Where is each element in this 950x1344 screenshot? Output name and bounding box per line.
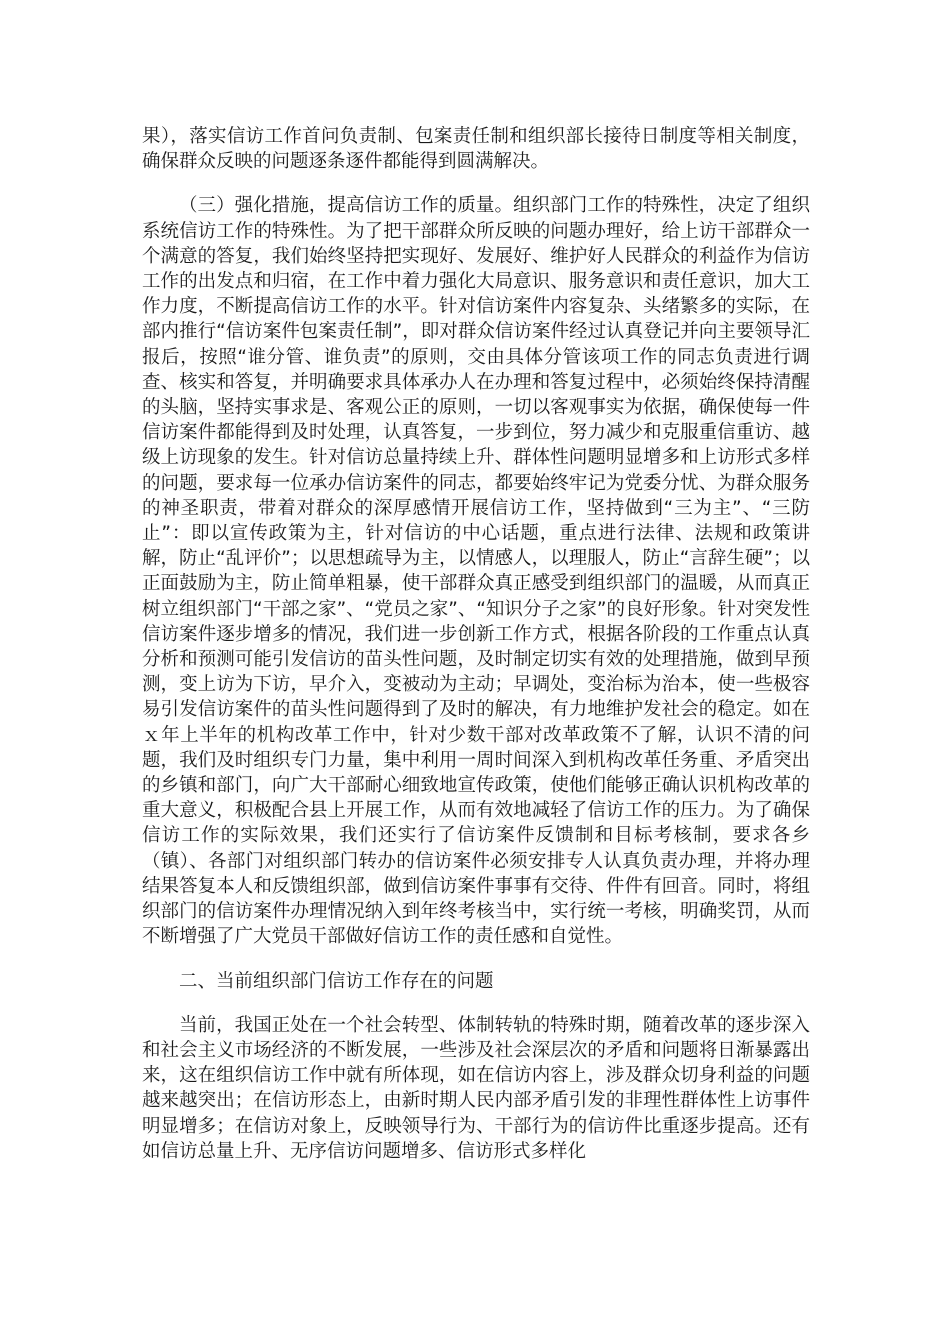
document-page [142, 124, 810, 1164]
section-heading-two: 二、当前组织部门信访工作存在的问题 [179, 970, 494, 992]
paragraph-continuation: 果），落实信访工作首问负责制、包案责任制和组织部长接待日制度等相关制度，确保群众反映的问题逐条逐件都能得到圆满解决。 [142, 126, 810, 173]
paragraph-current-situation: 当前，我国正处在一个社会转型、体制转轨的特殊时期，随着改革的逐步深入和社会主义市场经济的不断发展，一些涉及社会深层次的矛盾和问题将日渐暴露出来，这在组织信访工作中就有所体现，如在信访内容上，涉及群众切身利益的问题越来越突出；在信访形态上，由新时期人民内部矛盾引发的非理性群体性上访事件明显增多；在信访对象上，反映领导行为、干部行为的信访件比重逐步提高。还有如信访总量上升、无序信访问题增多、信访形式多样化 [142, 1014, 810, 1162]
paragraph-section-three: （三）强化措施，提高信访工作的质量。组织部门工作的特殊性，决定了组织系统信访工作的特殊性。为了把干部群众所反映的问题办理好，给上访干部群众一个满意的答复，我们始终坚持把实现好、发展好、维护好人民群众的利益作为信访工作的出发点和归宿，在工作中着力强化大局意识、服务意识和责任意识，加大工作力度，不断提高信访工作的水平。针对信访案件内容复杂、头绪繁多的实际，在部内推行“信访案件包案责任制”，即对群众信访案件经过认真登记并向主要领导汇报后，按照“谁分管、谁负责”的原则，交由具体分管该项工作的同志负责进行调查、核实和答复，并明确要求具体承办人在办理和答复过程中，必须始终保持清醒的头脑，坚持实事求是、客观公正的原则，一切以客观事实为依据，确保使每一件信访案件都能得到及时处理，认真答复，一步到位，努力减少和克服重信重访、越级上访现象的发生。针对信访总量持续上升、群体性问题明显增多和上访形式多样的问题，要求每一位承办信访案件的同志，都要始终牢记为党委分忧、为群众服务的神圣职责，带着对群众的深厚感情开展信访工作，坚持做到“三为主”、“三防止”：即以宣传政策为主，针对信访的中心话题，重点进行法律、法规和政策讲解，防止“乱评价”；以思想疏导为主，以情感人，以理服人，防止“言辞生硬”；以正面鼓励为主，防止简单粗暴，使干部群众真正感受到组织部门的温暖，从而真正树立组织部门“干部之家”、“党员之家”、“知识分子之家”的良好形象。针对突发性信访案件逐步增多的情况，我们进一步创新工作方式，根据各阶段的工作重点认真分析和预测可能引发信访的苗头性问题，及时制定切实有效的处理措施，做到早预测，变上访为下访，早介入，变被动为主动；早调处，变治标为治本，使一些极容易引发信访案件的苗头性问题得到了及时的解决，有力地维护发社会的稳定。如在ｘ年上半年的机构改革工作中，针对少数干部对改革政策不了解，认识不清的问题，我们及时组织专门力量，集中利用一周时间深入到机构改革任务重、矛盾突出的乡镇和部门，向广大干部耐心细致地宣传政策，使他们能够正确认识机构改革的重大意义，积极配合县上开展工作，从而有效地减轻了信访工作的压力。为了确保信访工作的实际效果，我们还实行了信访案件反馈制和目标考核制，要求各乡（镇）、各部门对组织部门转办的信访案件必须安排专人认真负责办理，并将办理结果答复本人和反馈组织部，做到信访案件事事有交待、件件有回音。同时，将组织部门的信访案件办理情况纳入到年终考核当中，实行统一考核，明确奖罚，从而不断增强了广大党员干部做好信访工作的责任感和自觉性。 [142, 195, 811, 948]
